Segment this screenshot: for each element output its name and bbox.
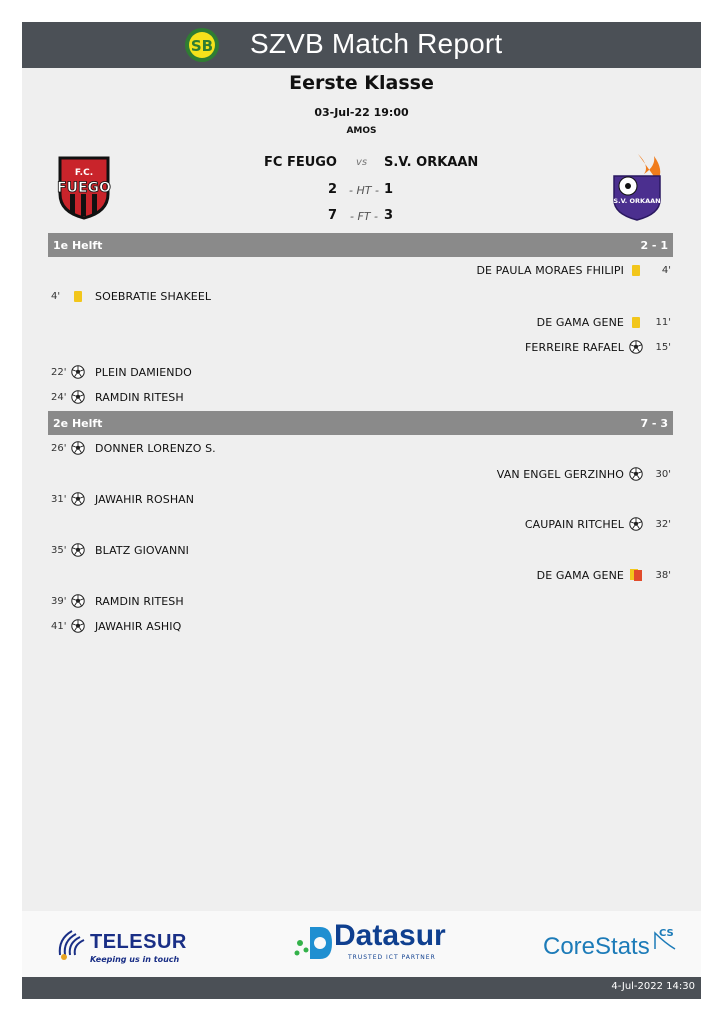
first-half-bar xyxy=(48,233,673,257)
yellow-card-icon xyxy=(629,263,643,277)
vs-label: vs xyxy=(356,157,368,168)
event-row xyxy=(525,339,671,355)
match-venue: AMOS xyxy=(346,126,377,136)
halftime-home-score: 2 xyxy=(327,182,337,197)
event-player-name: RAMDIN RITESH xyxy=(95,594,184,608)
datasur-name: Datasur xyxy=(334,919,446,952)
event-minute: 31' xyxy=(51,493,67,505)
corestats-mark: CS xyxy=(659,928,674,939)
event-row xyxy=(537,314,671,330)
goal-ball-icon xyxy=(71,619,85,633)
event-minute: 22' xyxy=(51,366,67,378)
halftime-label: - HT - xyxy=(349,184,379,197)
event-minute: 4' xyxy=(51,290,61,302)
goal-ball-icon xyxy=(71,543,85,557)
event-row xyxy=(51,288,211,304)
event-row xyxy=(537,567,671,583)
datasur-tagline: TRUSTED ICT PARTNER xyxy=(348,954,436,961)
szvb-logo xyxy=(180,26,224,64)
event-player-name: BLATZ GIOVANNI xyxy=(95,543,190,557)
goal-ball-icon xyxy=(71,594,85,608)
away-team-name: S.V. ORKAAN xyxy=(384,155,479,170)
goal-ball-icon xyxy=(71,390,85,404)
event-player-name: FERREIRE RAFAEL xyxy=(525,340,624,354)
home-crest-main-text: FUEGO xyxy=(57,180,111,196)
event-player-name: DE GAMA GENE xyxy=(536,568,624,582)
corestats-name: CoreStats xyxy=(543,933,650,960)
half-score: 2 - 1 xyxy=(640,239,668,252)
event-minute: 39' xyxy=(51,595,67,607)
yellow-card-icon xyxy=(629,315,643,329)
home-team-name: FC FEUGO xyxy=(264,155,337,170)
event-player-name: JAWAHIR ROSHAN xyxy=(95,492,195,506)
event-minute: 32' xyxy=(655,518,671,530)
event-row xyxy=(525,516,671,532)
event-minute: 24' xyxy=(51,391,67,403)
telesur-name: TELESUR xyxy=(90,931,187,953)
half-label: 1e Helft xyxy=(53,239,103,252)
event-player-name: DE GAMA GENE xyxy=(536,315,624,329)
fulltime-home-score: 7 xyxy=(327,208,337,223)
event-row xyxy=(51,389,184,405)
event-minute: 35' xyxy=(51,544,67,556)
event-player-name: VAN ENGEL GERZINHO xyxy=(496,467,624,481)
halftime-away-score: 1 xyxy=(384,182,394,197)
goal-ball-icon xyxy=(71,441,85,455)
goal-ball-icon xyxy=(629,340,643,354)
competition-name: Eerste Klasse xyxy=(289,72,434,94)
goal-ball-icon xyxy=(71,492,85,506)
goal-ball-icon xyxy=(629,467,643,481)
sponsor-band xyxy=(22,911,701,977)
event-row xyxy=(51,593,184,609)
second-yellow-red-card-icon xyxy=(629,568,643,582)
report-title: SZVB Match Report xyxy=(250,28,503,59)
event-row xyxy=(476,262,671,278)
event-minute: 38' xyxy=(655,569,671,581)
event-minute: 11' xyxy=(655,316,671,328)
event-player-name: DE PAULA MORAES FHILIPI xyxy=(476,263,624,277)
match-datetime: 03-Jul-22 19:00 xyxy=(314,106,409,119)
fulltime-label: - FT - xyxy=(350,210,378,223)
event-minute: 26' xyxy=(51,442,67,454)
yellow-card-icon xyxy=(71,289,85,303)
home-team-crest xyxy=(52,154,116,224)
goal-ball-icon xyxy=(71,365,85,379)
event-row xyxy=(51,542,189,558)
event-player-name: DONNER LORENZO S. xyxy=(95,441,216,455)
event-player-name: RAMDIN RITESH xyxy=(95,390,184,404)
event-row xyxy=(51,491,194,507)
away-crest-text: S.V. ORKAAN xyxy=(613,197,661,205)
telesur-tagline: Keeping us in touch xyxy=(90,955,180,964)
half-label: 2e Helft xyxy=(53,417,103,430)
event-row xyxy=(51,364,192,380)
report-header xyxy=(22,22,701,68)
event-row xyxy=(497,466,671,482)
generated-timestamp: 4-Jul-2022 14:30 xyxy=(611,981,695,992)
event-minute: 15' xyxy=(655,341,671,353)
second-half-bar xyxy=(48,411,673,435)
event-player-name: PLEIN DAMIENDO xyxy=(95,365,192,379)
event-player-name: SOEBRATIE SHAKEEL xyxy=(95,289,212,303)
event-minute: 41' xyxy=(51,620,67,632)
home-crest-top-text: F.C. xyxy=(74,168,94,178)
logo-text: SB xyxy=(190,37,214,55)
report-footer xyxy=(22,977,701,999)
event-minute: 30' xyxy=(655,468,671,480)
half-score: 7 - 3 xyxy=(640,417,668,430)
event-row xyxy=(51,440,216,456)
goal-ball-icon xyxy=(629,517,643,531)
event-player-name: CAUPAIN RITCHEL xyxy=(524,517,624,531)
match-report-page xyxy=(22,22,701,999)
event-row xyxy=(51,618,181,634)
away-team-crest xyxy=(608,152,666,226)
event-minute: 4' xyxy=(661,264,671,276)
event-player-name: JAWAHIR ASHIQ xyxy=(95,619,182,633)
fulltime-away-score: 3 xyxy=(384,208,394,223)
